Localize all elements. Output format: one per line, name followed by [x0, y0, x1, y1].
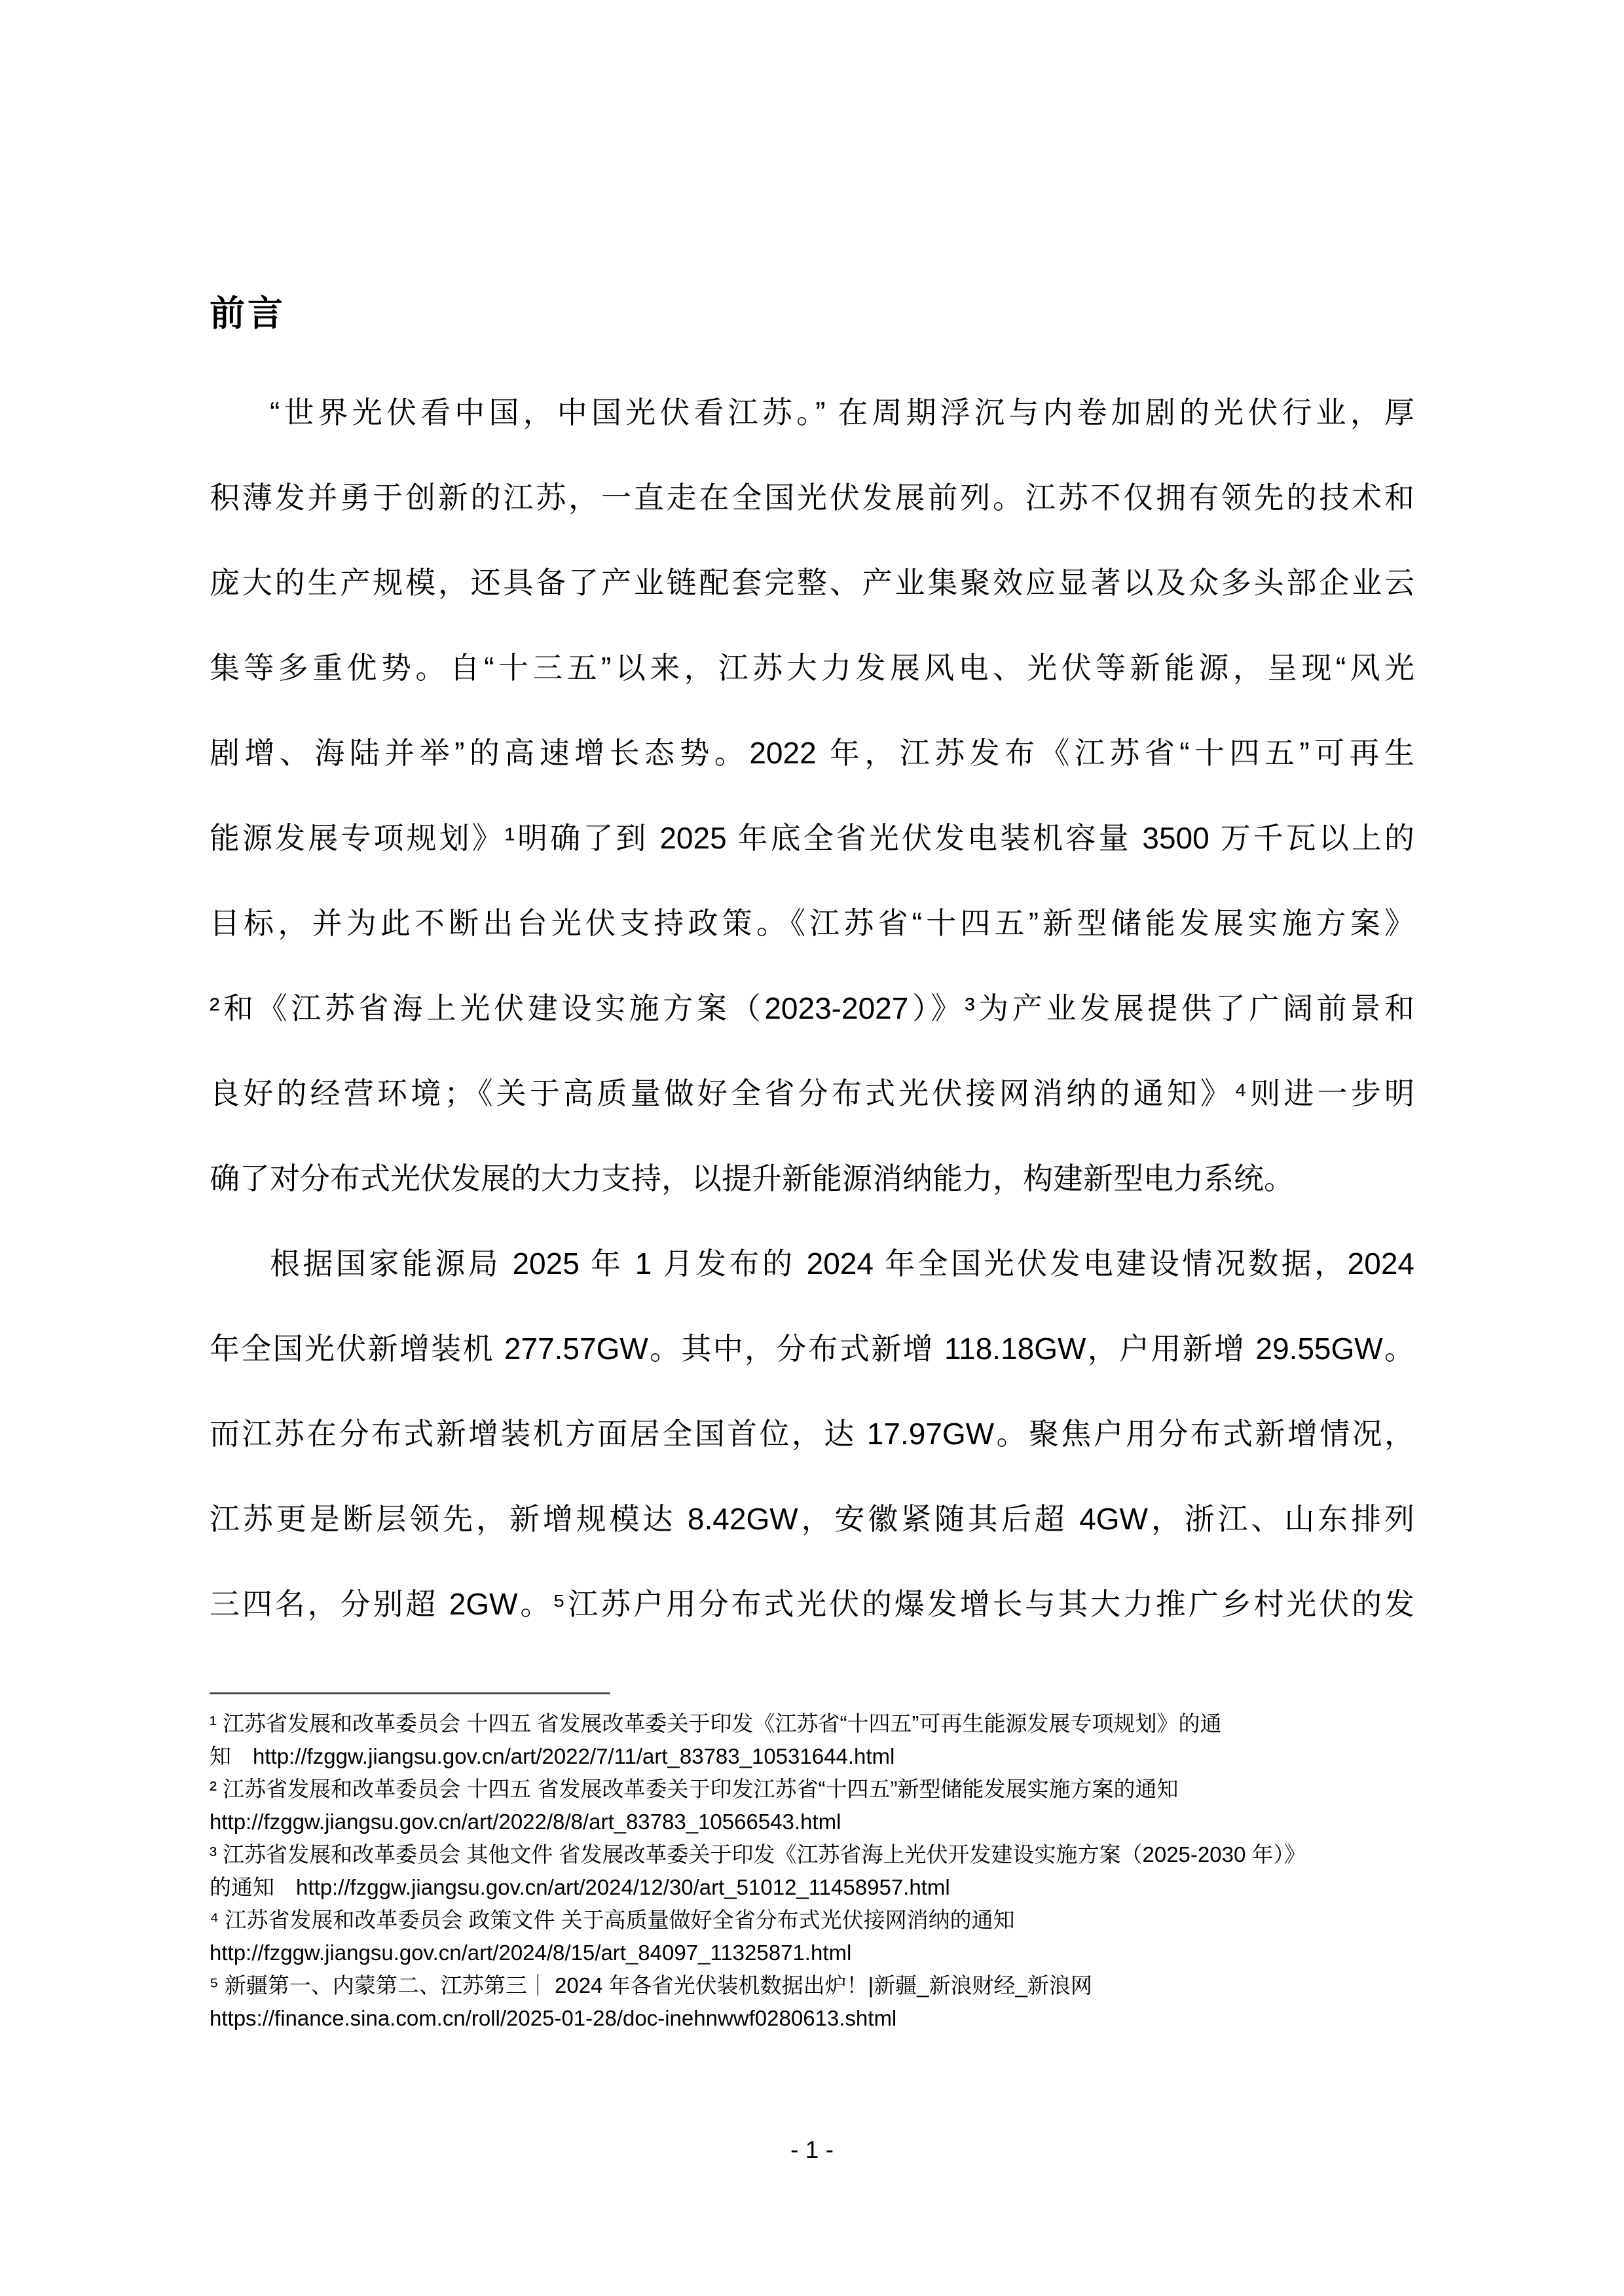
footnote-line: http://fzggw.jiangsu.gov.cn/art/2024/8/15/art_84097_11325871.html — [210, 1941, 852, 1965]
footnotes-section — [210, 1707, 1414, 2035]
footnote-separator — [210, 1692, 610, 1694]
body-text-line: 积薄发并勇于创新的江苏，一直走在全国光伏发展前列。江苏不仅拥有领先的技术和 — [210, 481, 1414, 515]
body-text-line: 良好的经营环境；《关于高质量做好全省分布式光伏接网消纳的通知》⁴则进一步明 — [210, 1076, 1414, 1110]
footnote-line: 的通知 http://fzggw.jiangsu.gov.cn/art/2024/12/30/art_51012_11458957.html — [210, 1875, 950, 1899]
body-text-line: 剧增、海陆并举”的高速增长态势。2022 年，江苏发布《江苏省“十四五”可再生 — [210, 736, 1414, 770]
footnote-line: ³ 江苏省发展和改革委员会 其他文件 省发展改革委关于印发《江苏省海上光伏开发建设实施方案（2025-2030 年）》 — [210, 1842, 1306, 1867]
section-heading: 前言 — [210, 294, 286, 333]
body-text-line: 确了对分布式光伏发展的大力支持，以提升新能源消纳能力，构建新型电力系统。 — [210, 1161, 1294, 1195]
body-text-line: ²和《江苏省海上光伏建设实施方案（2023-2027）》³为产业发展提供了广阔前景和 — [210, 991, 1414, 1025]
body-text-line: “世界光伏看中国，中国光伏看江苏。” 在周期浮沉与内卷加剧的光伏行业，厚 — [270, 395, 1414, 429]
footnote-line: ⁴ 江苏省发展和改革委员会 政策文件 关于高质量做好全省分布式光伏接网消纳的通知 — [210, 1908, 1015, 1932]
body-text-line: 集等多重优势。自“十三五”以来，江苏大力发展风电、光伏等新能源，呈现“风光 — [210, 651, 1414, 685]
body-text-line: 江苏更是断层领先，新增规模达 8.42GW，安徽紧随其后超 4GW，浙江、山东排列 — [210, 1502, 1414, 1536]
footnote-line: ² 江苏省发展和改革委员会 十四五 省发展改革委关于印发江苏省“十四五”新型储能发展实施方案的通知 — [210, 1777, 1179, 1801]
footnote-line: ⁵ 新疆第一、内蒙第二、江苏第三｜ 2024 年各省光伏装机数据出炉！|新疆_新浪财经_新浪网 — [210, 1973, 1092, 1997]
footnote-line: http://fzggw.jiangsu.gov.cn/art/2022/8/8/art_83783_10566543.html — [210, 1810, 841, 1834]
body-text-line: 年全国光伏新增装机 277.57GW。其中，分布式新增 118.18GW，户用新增 29.55GW。 — [210, 1332, 1414, 1366]
footnote-line: https://finance.sina.com.cn/roll/2025-01-28/doc-inehnwwf0280613.shtml — [210, 2006, 897, 2030]
paragraph-1 — [210, 370, 1414, 1221]
body-text-line: 目标，并为此不断出台光伏支持政策。《江苏省“十四五”新型储能发展实施方案》 — [210, 906, 1414, 940]
footnote-line: ¹ 江苏省发展和改革委员会 十四五 省发展改革委关于印发《江苏省“十四五”可再生能源发展专项规划》的通 — [210, 1711, 1222, 1736]
body-text-line: 能源发展专项规划》¹明确了到 2025 年底全省光伏发电装机容量 3500 万千瓦以上的 — [210, 821, 1414, 855]
paragraph-2 — [210, 1221, 1414, 1647]
body-text-line: 三四名，分别超 2GW。⁵江苏户用分布式光伏的爆发增长与其大力推广乡村光伏的发 — [210, 1587, 1414, 1621]
body-text-line: 庞大的生产规模，还具备了产业链配套完整、产业集聚效应显著以及众多头部企业云 — [210, 566, 1414, 600]
body-text-line: 根据国家能源局 2025 年 1 月发布的 2024 年全国光伏发电建设情况数据，2024 — [270, 1247, 1414, 1281]
page-number: - 1 - — [790, 2136, 834, 2163]
footnote-line: 知 http://fzggw.jiangsu.gov.cn/art/2022/7/11/art_83783_10531644.html — [210, 1744, 895, 1768]
body-text-line: 而江苏在分布式新增装机方面居全国首位，达 17.97GW。聚焦户用分布式新增情况， — [210, 1417, 1414, 1451]
